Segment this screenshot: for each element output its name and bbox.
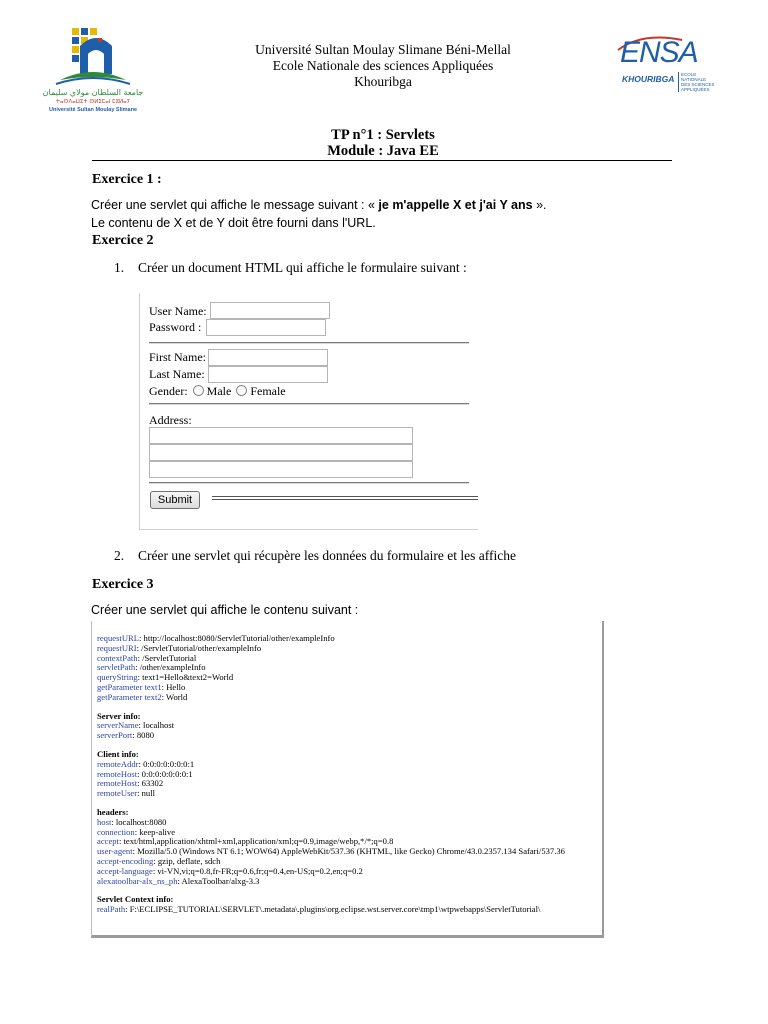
- info-key: alexatoolbar-alx_ns_ph: [97, 875, 178, 886]
- info-value: : /ServletTutorial: [137, 652, 197, 663]
- info-key: accept-language: [97, 865, 153, 876]
- info-value: : 0:0:0:0:0:0:0:1: [137, 768, 193, 779]
- gender-row: [149, 384, 286, 399]
- ensa-logo-side: [678, 72, 717, 92]
- form-bottom-line: [212, 496, 478, 500]
- info-key: remoteAddr: [97, 758, 139, 769]
- info-line: [97, 721, 602, 731]
- info-line: [97, 877, 602, 887]
- gender-label: Gender:: [149, 384, 188, 398]
- exercise-3-heading: Exercice 3: [92, 577, 154, 592]
- address-input-2[interactable]: [149, 444, 413, 461]
- ensa-side-line: APPLIQUÉES: [681, 87, 710, 92]
- male-radio[interactable]: [193, 385, 204, 396]
- ex1-text-before: Créer une servlet qui affiche le message suivant : «: [91, 198, 379, 212]
- ensa-logo-main: ENSA: [620, 36, 698, 69]
- info-line: [97, 693, 602, 703]
- info-value: : localhost:8080: [111, 816, 167, 827]
- ex1-text-after: ».: [532, 198, 547, 212]
- info-key: requestURL: [97, 633, 140, 643]
- user-name-label: User Name:: [149, 304, 207, 318]
- university-name: Université Sultan Moulay Slimane Béni-Mellal: [255, 42, 511, 57]
- info-key: realPath: [97, 904, 126, 915]
- info-key: getParameter text2: [97, 691, 162, 702]
- exercise-3-line: Créer une servlet qui affiche le contenu suivant :: [91, 603, 359, 617]
- ensa-side-line: DES SCIENCES: [681, 82, 715, 87]
- exercise-1-heading: Exercice 1 :: [92, 172, 162, 187]
- form-separator: [149, 482, 469, 484]
- info-value: : http://localhost:8080/ServletTutorial/other/exampleInfo: [139, 633, 335, 643]
- first-name-input[interactable]: [208, 349, 328, 366]
- info-value: : Mozilla/5.0 (Windows NT 6.1; WOW64) AppleWebKit/537.36 (KHTML, like Gecko) Chrome/43.0.2357.134 Safari/537.36: [132, 846, 565, 857]
- female-radio[interactable]: [236, 385, 247, 396]
- info-value: : F:\ECLIPSE_TUTORIAL\SERVLET\.metadata\.plugins\org.eclipse.wst.server.core\tmp1\wtpwebapps\ServletTutorial\: [125, 904, 541, 915]
- client-info-list: [97, 760, 602, 799]
- servlet-output-screenshot: [91, 621, 604, 938]
- university-logo: [38, 24, 148, 116]
- server-info-title: Server info:: [97, 710, 141, 721]
- password-input[interactable]: [206, 319, 326, 336]
- info-value: : Hello: [161, 681, 186, 692]
- client-info-title: Client info:: [97, 748, 139, 759]
- info-value: : 63302: [137, 778, 164, 789]
- info-value: : text/html,application/xhtml+xml,application/xml;q=0.9,image/webp,*/*;q=0.8: [118, 836, 394, 847]
- info-key: requestURI: [97, 642, 137, 653]
- info-key: accept: [97, 836, 119, 847]
- submit-button[interactable]: Submit: [150, 491, 200, 509]
- info-value: : localhost: [138, 720, 175, 731]
- headers-title: headers:: [97, 806, 129, 817]
- document-title: [200, 127, 566, 159]
- ensa-side-line: ECOLE: [681, 72, 697, 77]
- info-line: [97, 770, 602, 780]
- info-key: host: [97, 816, 112, 827]
- ex2-item-1-text: Créer un document HTML qui affiche le formulaire suivant :: [138, 260, 467, 275]
- context-info-title: Servlet Context info:: [97, 894, 174, 905]
- info-value: : /other/exampleInfo: [135, 662, 206, 673]
- exercise-2-heading: Exercice 2: [92, 233, 154, 248]
- info-key: serverPort: [97, 730, 133, 741]
- info-key: remoteUser: [97, 788, 138, 799]
- form-separator: [149, 403, 469, 405]
- title-line-2: Module : Java EE: [327, 143, 439, 159]
- info-value: : World: [161, 691, 188, 702]
- info-value: : null: [137, 788, 155, 799]
- logo-arabic-text: جامعة السلطان مولاي سليمان: [42, 88, 144, 97]
- ex2-item-2-number: 2.: [114, 548, 125, 563]
- info-key: getParameter text1: [97, 681, 162, 692]
- info-value: : 8080: [132, 730, 155, 741]
- ex2-item-2-text: Créer une servlet qui récupère les données du formulaire et les affiche: [138, 548, 516, 563]
- info-value: : gzip, deflate, sdch: [153, 855, 221, 866]
- context-info-list: [97, 905, 602, 915]
- city-name: Khouribga: [354, 74, 412, 89]
- ensa-logo: [612, 28, 716, 94]
- info-key: serverName: [97, 720, 139, 731]
- server-info-list: [97, 721, 602, 741]
- form-separator: [149, 342, 469, 344]
- info-key: servletPath: [97, 662, 136, 673]
- address-input-3[interactable]: [149, 461, 413, 478]
- school-name: Ecole Nationale des sciences Appliquées: [272, 58, 494, 73]
- address-label: Address:: [149, 413, 192, 427]
- title-divider: [92, 160, 672, 161]
- last-name-label: Last Name:: [149, 367, 205, 381]
- female-label: Female: [250, 384, 286, 398]
- logo-tifinagh-text: ⵜⴰⵙⴷⴰⵡⵉⵜ ⵙⵍⵉⵎⴰⵏ ⵎⵓⵍⴰⵢ: [55, 99, 131, 105]
- info-line: [97, 789, 602, 799]
- exercise-1-line-1: [91, 198, 547, 212]
- info-value: : keep-alive: [134, 826, 176, 837]
- title-line-1: TP n°1 : Servlets: [331, 127, 435, 143]
- ex2-item-1-number: 1.: [114, 260, 125, 275]
- male-label: Male: [206, 384, 232, 398]
- info-key: contextPath: [97, 652, 138, 663]
- servlet-output-body: [92, 621, 602, 915]
- first-name-label: First Name:: [149, 350, 206, 364]
- user-name-input[interactable]: [210, 302, 330, 319]
- ex1-message-bold: je m'appelle X et j'ai Y ans: [378, 198, 533, 212]
- info-key: connection: [97, 826, 135, 837]
- request-info-list: [97, 634, 602, 703]
- ensa-logo-city: KHOURIBGA: [622, 74, 675, 84]
- info-key: queryString: [97, 672, 138, 683]
- info-line: [97, 731, 602, 741]
- info-value: : vi-VN,vi;q=0.8,fr-FR;q=0.6,fr;q=0.4,en-US;q=0.2,en;q=0.2: [152, 865, 363, 876]
- address-input-1[interactable]: [149, 427, 413, 444]
- institution-header: [200, 42, 566, 90]
- password-label: Password :: [149, 320, 202, 334]
- info-value: : 0:0:0:0:0:0:0:1: [138, 758, 195, 769]
- headers-list: [97, 818, 602, 887]
- info-value: : text1=Hello&text2=World: [137, 672, 234, 683]
- last-name-input[interactable]: [208, 366, 328, 383]
- exercise-1-line-2: Le contenu de X et de Y doit être fourni dans l'URL.: [91, 216, 376, 230]
- info-line: [97, 905, 602, 915]
- info-value: : /ServletTutorial/other/exampleInfo: [136, 642, 262, 653]
- info-key: remoteHost: [97, 768, 138, 779]
- info-key: accept-encoding: [97, 855, 154, 866]
- info-line: [97, 779, 602, 789]
- info-key: remoteHost: [97, 778, 138, 789]
- info-value: : AlexaToolbar/alxg-3.3: [177, 875, 260, 886]
- logo-latin-text: Université Sultan Moulay Slimane: [48, 107, 138, 113]
- form-screenshot: [139, 293, 478, 530]
- ensa-side-line: NATIONALE: [681, 77, 707, 82]
- info-key: user-agent: [97, 846, 133, 857]
